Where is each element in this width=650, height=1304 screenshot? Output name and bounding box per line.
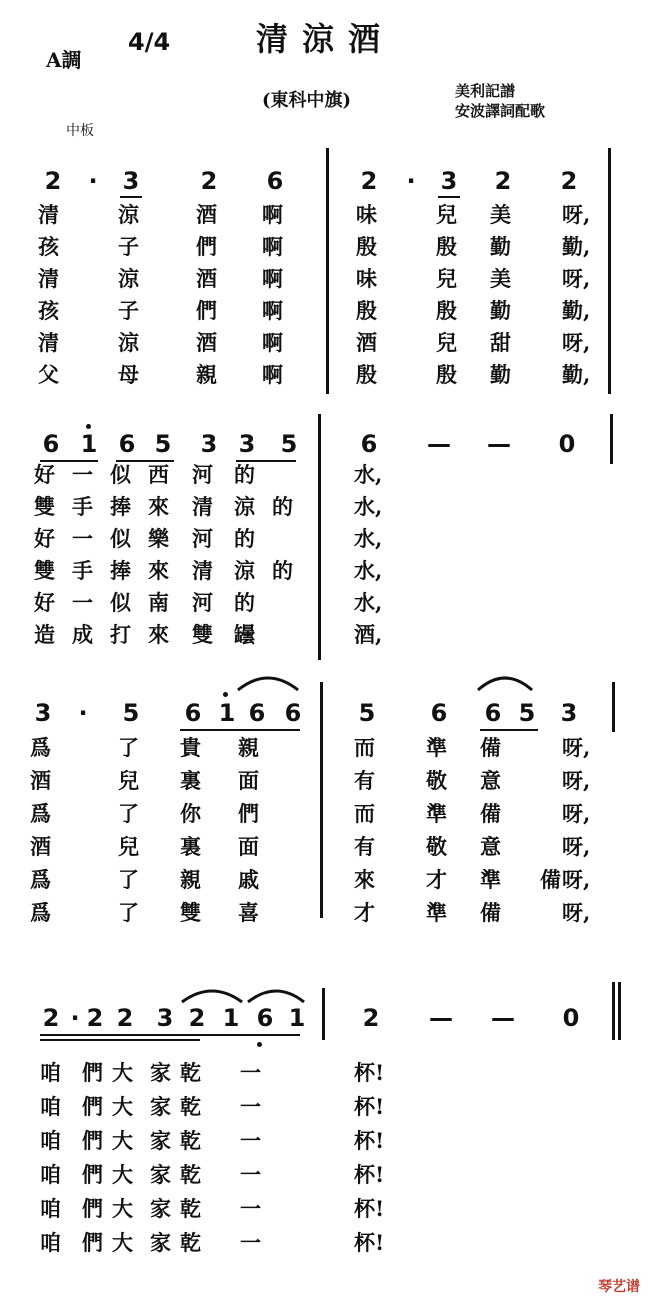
dash: — <box>427 430 451 458</box>
lyric-char: 罎 <box>234 622 255 647</box>
lyric-char: 杯! <box>354 1230 385 1255</box>
lyric-char: 乾 <box>180 1094 201 1119</box>
lyric-char: 涼 <box>118 266 139 291</box>
lyric-char: 兒 <box>436 330 457 355</box>
lyric-char: 母 <box>118 362 139 387</box>
lyric-char: 呀, <box>562 202 591 227</box>
lyric-char: 雙 <box>34 558 55 583</box>
note: 6 <box>42 430 60 458</box>
note: 6 <box>284 699 302 727</box>
note: 2 <box>42 1004 60 1032</box>
lyric-char: 兒 <box>436 266 457 291</box>
lyric-char: 戚 <box>238 867 259 892</box>
lyric-line <box>0 1194 650 1224</box>
lyric-char: 雙 <box>34 494 55 519</box>
lyric-char: 你 <box>180 801 201 826</box>
lyric-line <box>0 799 650 829</box>
note: 3 <box>156 1004 174 1032</box>
underline <box>40 1034 300 1036</box>
lyric-line <box>0 865 650 895</box>
slur <box>236 672 300 692</box>
lyric-char: 意 <box>480 768 501 793</box>
lyric-char: 孩 <box>38 234 59 259</box>
low-octave-dot <box>257 1042 262 1047</box>
lyric-char: 乾 <box>180 1128 201 1153</box>
note: 5 <box>358 699 376 727</box>
lyric-char: 備 <box>480 900 501 925</box>
lyric-char: 殷 <box>356 234 377 259</box>
lyric-char: 才 <box>354 900 375 925</box>
lyric-char: 一 <box>240 1060 261 1085</box>
lyric-line <box>0 620 650 650</box>
lyric-char: 們 <box>196 298 217 323</box>
lyric-char: 父 <box>38 362 59 387</box>
lyric-char: 啊 <box>262 266 283 291</box>
note: 6 <box>360 430 378 458</box>
lyric-char: 備 <box>540 867 561 892</box>
lyric-line <box>0 1058 650 1088</box>
lyric-char: 們 <box>82 1230 103 1255</box>
note: 2 <box>188 1004 206 1032</box>
lyric-char: 面 <box>238 834 259 859</box>
lyric-char: 杯! <box>354 1060 385 1085</box>
lyric-char: 啊 <box>262 330 283 355</box>
lyric-char: 河 <box>192 590 213 615</box>
lyric-char: 兒 <box>118 768 139 793</box>
lyric-char: 呀, <box>562 330 591 355</box>
lyric-char: 美 <box>490 202 511 227</box>
lyric-char: 親 <box>238 735 259 760</box>
lyric-char: 啊 <box>262 298 283 323</box>
dash: — <box>491 1004 515 1032</box>
key-signature: A調 <box>46 48 82 72</box>
lyric-char: 子 <box>118 298 139 323</box>
lyric-char: 了 <box>118 867 139 892</box>
lyric-char: 咱 <box>40 1162 61 1187</box>
note: 2 <box>200 167 218 195</box>
note-dot: · <box>70 1004 80 1032</box>
lyric-char: 殷 <box>356 298 377 323</box>
lyric-char: 河 <box>192 526 213 551</box>
lyric-char: 南 <box>148 590 169 615</box>
note-rest: 0 <box>562 1004 580 1032</box>
lyric-line <box>0 296 650 326</box>
lyric-char: 家 <box>150 1162 171 1187</box>
note: 2 <box>44 167 62 195</box>
lyric-line <box>0 328 650 358</box>
lyric-char: 準 <box>426 900 447 925</box>
note: 3 <box>34 699 52 727</box>
lyric-char: 酒, <box>354 622 383 647</box>
lyric-char: 的 <box>234 590 255 615</box>
lyric-char: 酒 <box>196 330 217 355</box>
song-origin: (東科中旗) <box>262 90 352 111</box>
lyric-char: 咱 <box>40 1196 61 1221</box>
slur <box>476 672 534 692</box>
lyric-char: 似 <box>110 462 131 487</box>
lyric-char: 敬 <box>426 768 447 793</box>
lyric-char: 裏 <box>180 834 201 859</box>
lyric-char: 子 <box>118 234 139 259</box>
note: 3 <box>200 430 218 458</box>
lyric-char: 似 <box>110 526 131 551</box>
lyric-char: 準 <box>426 735 447 760</box>
lyric-char: 水, <box>354 590 383 615</box>
lyric-char: 大 <box>112 1094 133 1119</box>
lyric-char: 水, <box>354 494 383 519</box>
lyric-char: 來 <box>148 494 169 519</box>
lyric-char: 涼 <box>118 202 139 227</box>
lyric-char: 呀, <box>562 867 591 892</box>
notes-row <box>0 165 650 197</box>
lyric-line <box>0 200 650 230</box>
lyric-char: 了 <box>118 801 139 826</box>
lyric-char: 們 <box>82 1196 103 1221</box>
lyric-char: 殷 <box>356 362 377 387</box>
note: 2 <box>86 1004 104 1032</box>
lyric-char: 大 <box>112 1196 133 1221</box>
lyric-char: 酒 <box>30 834 51 859</box>
lyric-char: 勤 <box>490 298 511 323</box>
dash: — <box>429 1004 453 1032</box>
lyric-char: 打 <box>110 622 131 647</box>
lyric-char: 勤 <box>490 362 511 387</box>
lyric-char: 咱 <box>40 1094 61 1119</box>
lyric-char: 的 <box>272 558 293 583</box>
lyric-char: 杯! <box>354 1128 385 1153</box>
lyric-char: 一 <box>240 1128 261 1153</box>
note: 5 <box>122 699 140 727</box>
tempo-marking: 中板 <box>66 123 94 139</box>
lyric-char: 似 <box>110 590 131 615</box>
lyric-char: 勤, <box>562 234 591 259</box>
lyric-char: 爲 <box>30 801 51 826</box>
lyric-line <box>0 1228 650 1258</box>
lyric-char: 爲 <box>30 900 51 925</box>
lyric-char: 西 <box>148 462 169 487</box>
underline-double <box>40 1039 200 1041</box>
lyric-line <box>0 264 650 294</box>
lyric-char: 好 <box>34 462 55 487</box>
lyric-char: 家 <box>150 1094 171 1119</box>
lyric-char: 好 <box>34 590 55 615</box>
lyric-char: 一 <box>240 1162 261 1187</box>
lyric-char: 們 <box>82 1128 103 1153</box>
lyric-char: 貴 <box>180 735 201 760</box>
lyric-char: 而 <box>354 735 375 760</box>
lyric-char: 乾 <box>180 1060 201 1085</box>
lyric-char: 捧 <box>110 558 131 583</box>
lyric-char: 一 <box>72 526 93 551</box>
watermark-logo: 琴艺谱 <box>598 1279 640 1295</box>
note: 6 <box>430 699 448 727</box>
lyric-char: 清 <box>38 330 59 355</box>
underline <box>180 729 300 731</box>
lyric-char: 涼 <box>234 558 255 583</box>
lyric-char: 甜 <box>490 330 511 355</box>
note: 2 <box>360 167 378 195</box>
lyric-char: 乾 <box>180 1162 201 1187</box>
notes-row <box>0 697 650 729</box>
lyric-char: 咱 <box>40 1060 61 1085</box>
lyric-char: 準 <box>426 801 447 826</box>
credit-lyrics: 安波譯詞配歌 <box>455 102 546 120</box>
lyric-char: 大 <box>112 1230 133 1255</box>
lyric-char: 孩 <box>38 298 59 323</box>
lyric-char: 酒 <box>196 266 217 291</box>
song-title: 清涼酒 <box>255 20 394 58</box>
lyric-char: 啊 <box>262 362 283 387</box>
underline <box>120 196 142 198</box>
dash: — <box>487 430 511 458</box>
lyric-char: 來 <box>148 622 169 647</box>
lyric-char: 們 <box>238 801 259 826</box>
lyric-char: 杯! <box>354 1094 385 1119</box>
lyric-char: 捧 <box>110 494 131 519</box>
lyric-char: 雙 <box>180 900 201 925</box>
lyric-char: 爲 <box>30 735 51 760</box>
lyric-char: 一 <box>240 1196 261 1221</box>
lyric-char: 的 <box>234 462 255 487</box>
lyric-char: 呀, <box>562 801 591 826</box>
lyric-char: 的 <box>234 526 255 551</box>
notes-row <box>0 1002 650 1034</box>
lyric-char: 清 <box>192 558 213 583</box>
lyric-char: 酒 <box>30 768 51 793</box>
lyric-char: 家 <box>150 1196 171 1221</box>
lyric-line <box>0 460 650 490</box>
time-signature: 4/4 <box>128 28 171 56</box>
lyric-char: 乾 <box>180 1230 201 1255</box>
lyric-char: 準 <box>480 867 501 892</box>
lyric-char: 清 <box>192 494 213 519</box>
lyric-line <box>0 556 650 586</box>
lyric-line <box>0 588 650 618</box>
lyric-char: 樂 <box>148 526 169 551</box>
lyric-char: 來 <box>354 867 375 892</box>
lyric-char: 來 <box>148 558 169 583</box>
note: 6 <box>266 167 284 195</box>
lyric-char: 了 <box>118 735 139 760</box>
underline <box>480 729 538 731</box>
lyric-char: 手 <box>72 558 93 583</box>
lyric-char: 造 <box>34 622 55 647</box>
lyric-char: 一 <box>240 1094 261 1119</box>
lyric-char: 備 <box>480 735 501 760</box>
note: 2 <box>116 1004 134 1032</box>
lyric-char: 呀, <box>562 266 591 291</box>
lyric-char: 勤, <box>562 298 591 323</box>
note: 3 <box>238 430 256 458</box>
lyric-char: 好 <box>34 526 55 551</box>
lyric-char: 美 <box>490 266 511 291</box>
note: 3 <box>560 699 578 727</box>
lyric-line <box>0 360 650 390</box>
lyric-char: 的 <box>272 494 293 519</box>
lyric-char: 河 <box>192 462 213 487</box>
note: 2 <box>362 1004 380 1032</box>
note: 5 <box>280 430 298 458</box>
underline <box>438 196 460 198</box>
lyric-char: 們 <box>82 1162 103 1187</box>
lyric-char: 備 <box>480 801 501 826</box>
lyric-char: 才 <box>426 867 447 892</box>
lyric-char: 家 <box>150 1128 171 1153</box>
lyric-char: 家 <box>150 1230 171 1255</box>
lyric-char: 涼 <box>118 330 139 355</box>
lyric-char: 呀, <box>562 834 591 859</box>
lyric-char: 殷 <box>436 234 457 259</box>
lyric-char: 水, <box>354 558 383 583</box>
lyric-char: 大 <box>112 1128 133 1153</box>
lyric-char: 杯! <box>354 1162 385 1187</box>
notes-row <box>0 428 650 460</box>
note: 3 <box>440 167 458 195</box>
lyric-char: 親 <box>180 867 201 892</box>
lyric-char: 味 <box>356 266 377 291</box>
note: 5 <box>518 699 536 727</box>
lyric-char: 手 <box>72 494 93 519</box>
credit-notation: 美利記譜 <box>455 82 516 100</box>
lyric-char: 啊 <box>262 234 283 259</box>
lyric-line <box>0 733 650 763</box>
note: 1 <box>288 1004 306 1032</box>
lyric-char: 水, <box>354 526 383 551</box>
lyric-char: 殷 <box>436 298 457 323</box>
lyric-char: 咱 <box>40 1128 61 1153</box>
lyric-char: 面 <box>238 768 259 793</box>
lyric-char: 清 <box>38 266 59 291</box>
high-octave-dot <box>223 692 228 697</box>
note-dot: · <box>406 167 416 195</box>
lyric-char: 呀, <box>562 735 591 760</box>
lyric-char: 敬 <box>426 834 447 859</box>
lyric-line <box>0 232 650 262</box>
lyric-char: 清 <box>38 202 59 227</box>
lyric-char: 有 <box>354 768 375 793</box>
lyric-line <box>0 1092 650 1122</box>
lyric-char: 勤 <box>490 234 511 259</box>
lyric-char: 啊 <box>262 202 283 227</box>
lyric-char: 酒 <box>356 330 377 355</box>
lyric-line <box>0 492 650 522</box>
lyric-line <box>0 766 650 796</box>
lyric-char: 親 <box>196 362 217 387</box>
lyric-char: 咱 <box>40 1230 61 1255</box>
lyric-char: 杯! <box>354 1196 385 1221</box>
note: 2 <box>494 167 512 195</box>
lyric-char: 酒 <box>196 202 217 227</box>
note: 6 <box>118 430 136 458</box>
lyric-char: 兒 <box>436 202 457 227</box>
note-dot: · <box>88 167 98 195</box>
lyric-char: 成 <box>72 622 93 647</box>
lyric-char: 們 <box>196 234 217 259</box>
lyric-char: 兒 <box>118 834 139 859</box>
note-rest: 0 <box>558 430 576 458</box>
lyric-char: 呀, <box>562 768 591 793</box>
lyric-char: 一 <box>72 590 93 615</box>
note: 6 <box>248 699 266 727</box>
note: 3 <box>122 167 140 195</box>
lyric-line <box>0 524 650 554</box>
lyric-char: 喜 <box>238 900 259 925</box>
lyric-char: 爲 <box>30 867 51 892</box>
note: 6 <box>484 699 502 727</box>
lyric-char: 一 <box>72 462 93 487</box>
high-octave-dot <box>86 424 91 429</box>
lyric-line <box>0 1126 650 1156</box>
note: 1 <box>222 1004 240 1032</box>
lyric-char: 裏 <box>180 768 201 793</box>
lyric-line <box>0 1160 650 1190</box>
lyric-char: 而 <box>354 801 375 826</box>
note: 1 <box>80 430 98 458</box>
lyric-line <box>0 898 650 928</box>
note-dot: · <box>78 699 88 727</box>
lyric-char: 涼 <box>234 494 255 519</box>
lyric-char: 們 <box>82 1060 103 1085</box>
lyric-char: 有 <box>354 834 375 859</box>
lyric-char: 家 <box>150 1060 171 1085</box>
lyric-char: 味 <box>356 202 377 227</box>
lyric-char: 勤, <box>562 362 591 387</box>
lyric-char: 雙 <box>192 622 213 647</box>
lyric-char: 了 <box>118 900 139 925</box>
lyric-char: 呀, <box>562 900 591 925</box>
lyric-char: 一 <box>240 1230 261 1255</box>
lyric-char: 乾 <box>180 1196 201 1221</box>
lyric-char: 意 <box>480 834 501 859</box>
note: 6 <box>256 1004 274 1032</box>
lyric-char: 水, <box>354 462 383 487</box>
lyric-line <box>0 832 650 862</box>
note: 5 <box>154 430 172 458</box>
lyric-char: 大 <box>112 1060 133 1085</box>
note: 6 <box>184 699 202 727</box>
lyric-char: 們 <box>82 1094 103 1119</box>
note: 1 <box>218 699 236 727</box>
lyric-char: 殷 <box>436 362 457 387</box>
note: 2 <box>560 167 578 195</box>
lyric-char: 大 <box>112 1162 133 1187</box>
